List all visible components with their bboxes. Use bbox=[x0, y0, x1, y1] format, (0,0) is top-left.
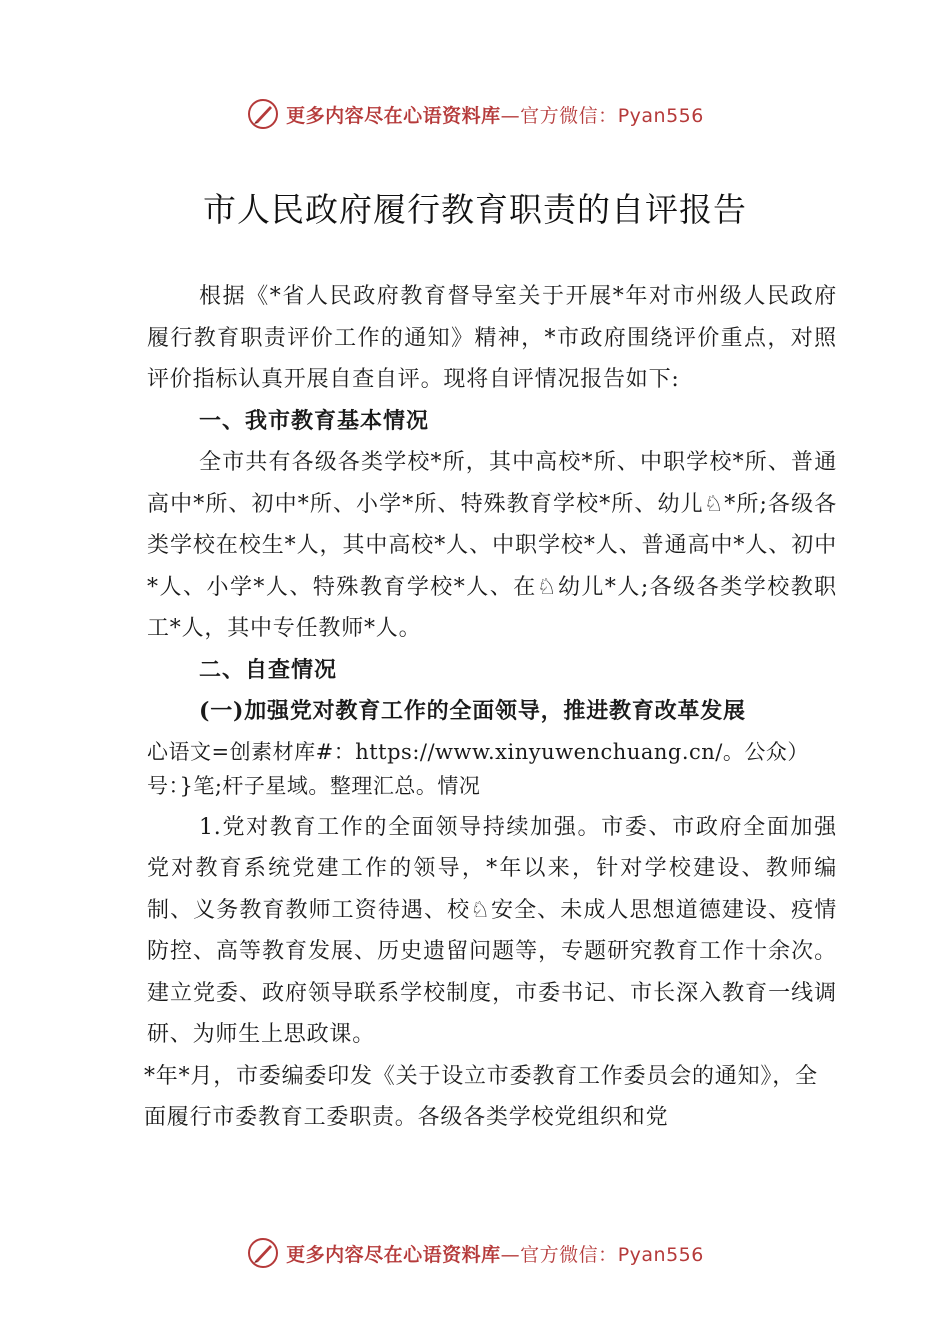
section1-heading: 一、我市教育基本情况 bbox=[199, 408, 430, 434]
quill-logo-icon bbox=[246, 1236, 280, 1270]
banner-separator: — bbox=[500, 1243, 521, 1266]
banner-wechat-id: Pyan556 bbox=[617, 104, 704, 127]
footer-banner bbox=[0, 1233, 950, 1273]
banner-sub-text: 官方微信： bbox=[520, 104, 618, 127]
inline-source-note: 心语文=创素材库#：https://www.xinyuwenchuang.cn/。公众）号：}笔;杆子星域。整理汇总。情况 bbox=[147, 739, 809, 798]
section2-heading: 二、自查情况 bbox=[199, 657, 338, 683]
subsection1-heading: (一)加强党对教育工作的全面领导，推进教育改革发展 bbox=[199, 698, 746, 724]
banner-sub-text: 官方微信： bbox=[520, 1243, 618, 1266]
intro-paragraph: 根据《*省人民政府教育督导室关于开展*年对市州级人民政府履行教育职责评价工作的通知》精神，*市政府围绕评价重点，对照评价指标认真开展自查自评。现将自评情况报告如下: bbox=[147, 284, 837, 392]
point1-continuation: *年*月，市委编委印发《关于设立市委教育工作委员会的通知》，全面履行市委教育工委职责。各级各类学校党组织和党 bbox=[144, 1063, 818, 1130]
banner-main-text: 更多内容尽在心语资料库 bbox=[286, 1243, 501, 1266]
section1-paragraph: 全市共有各级各类学校*所，其中高校*所、中职学校*所、普通高中*所、初中*所、小学*所、特殊教育学校*所、幼儿♘*所;各级各类学校在校生*人，其中高校*人、中职学校*人、普通高中*人、初中*人、小学*人、特殊教育学校*人、在♘幼儿*人;各级各类学校教职工*人，其中专任教师*人。 bbox=[147, 450, 837, 641]
document-title: 市人民政府履行教育职责的自评报告 bbox=[203, 190, 747, 229]
header-banner bbox=[0, 94, 950, 134]
banner-wechat-id: Pyan556 bbox=[617, 1243, 704, 1266]
banner-main-text: 更多内容尽在心语资料库 bbox=[286, 104, 501, 127]
document-body bbox=[144, 276, 837, 1139]
quill-logo-icon bbox=[246, 97, 280, 131]
banner-separator: — bbox=[500, 104, 521, 127]
point1-paragraph: 1.党对教育工作的全面领导持续加强。市委、市政府全面加强党对教育系统党建工作的领导，*年以来，针对学校建设、教师编制、义务教育教师工资待遇、校♘安全、未成人思想道德建设、疫情防控、高等教育发展、历史遗留问题等，专题研究教育工作十余次。建立党委、政府领导联系学校制度，市委书记、市长深入教育一线调研、为师生上思政课。 bbox=[147, 814, 837, 1047]
